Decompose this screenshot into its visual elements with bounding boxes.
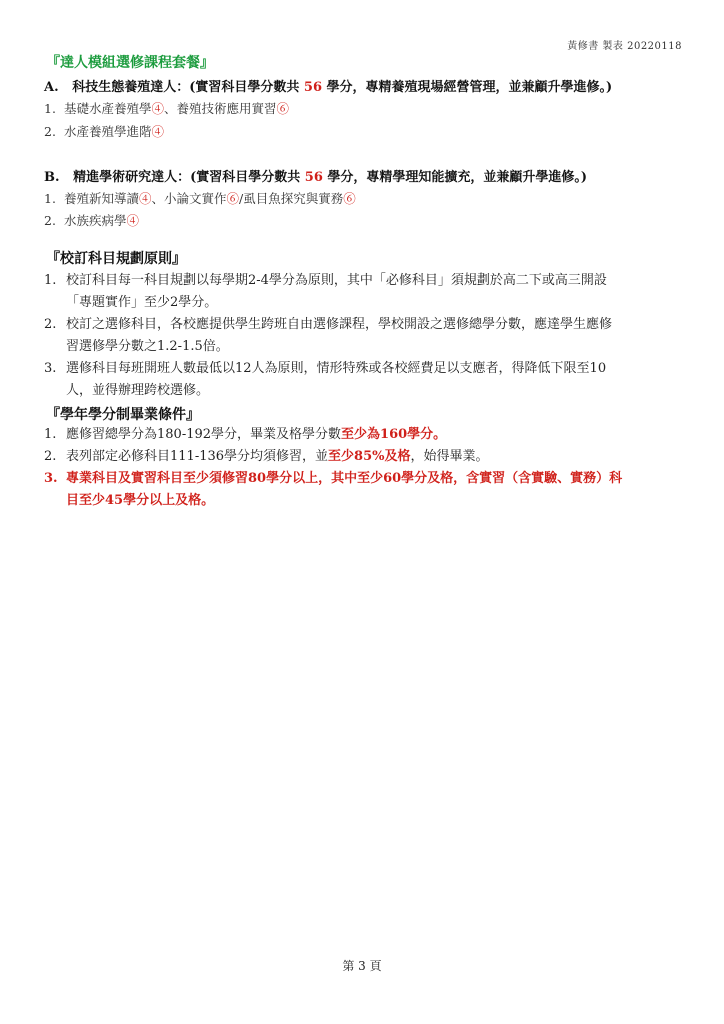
track-a-credits: 56: [303, 80, 322, 95]
track-a-pre: (實習科目學分數共: [189, 80, 304, 95]
header-note: 黃修書 製表 20220118: [567, 41, 682, 52]
track-a-item-2: 2. 水產養殖學進階④: [44, 124, 165, 139]
graduation-item-1: 1. 應修習總學分為180-192學分，畢業及格學分數至少為160學分。: [44, 427, 447, 442]
track-b-pre: (實習科目學分數共: [190, 170, 305, 185]
principle-item-3: 3. 選修科目每班開班人數最低以12人為原則，情形特殊或各校經費足以支應者，得降低下限至10 人，並得辦理跨校選修。: [44, 361, 607, 398]
principle-item-2: 2. 校訂之選修科目，各校應提供學生跨班自由選修課程，學校開設之選修總學分數，應達學生應修 習選修學分數之1.2-1.5倍。: [44, 317, 613, 354]
track-a-post: 學分，專精養殖現場經營管理，並兼顧升學進修。): [322, 80, 613, 95]
principle-item-1: 1. 校訂科目每一科目規劃以每學期2-4學分為原則，其中「必修科目」須規劃於高二下或高三開設 「專題實作」至少2學分。: [44, 273, 607, 310]
section-title-planning-principles: 『校訂科目規劃原則』: [46, 251, 186, 267]
track-b-heading: [44, 166, 587, 185]
section-title-elective-packages: 『達人模組選修課程套餐』: [46, 55, 214, 71]
track-b-label: B.: [44, 170, 60, 185]
track-a-name: 科技生態養殖達人：: [72, 80, 190, 95]
track-b-name: 精進學術研究達人：: [73, 170, 191, 185]
graduation-item-3: 3. 專業科目及實習科目至少須修習80學分以上，其中至少60學分及格，含實習（含實驗、實務）科 目至少45學分以上及格。: [44, 471, 623, 508]
track-a-heading: [44, 76, 612, 95]
graduation-item-2: 2. 表列部定必修科目111-136學分均須修習，並至少85%及格，始得畢業。: [44, 449, 489, 464]
page-number: 第 3 頁: [342, 959, 382, 973]
track-b-item-2: 2. 水族疾病學④: [44, 213, 140, 228]
track-a-label: A.: [44, 80, 59, 95]
track-b-item-1: 1. 養殖新知導讀④、小論文實作⑥/虱目魚探究與實務⑥: [44, 191, 356, 206]
track-a-item-1: 1. 基礎水產養殖學④、養殖技術應用實習⑥: [44, 101, 290, 116]
track-b-credits: 56: [304, 170, 323, 185]
section-title-graduation-conditions: 『學年學分制畢業條件』: [46, 407, 200, 423]
track-b-post: 學分，專精學理知能擴充，並兼顧升學進修。): [322, 170, 588, 185]
